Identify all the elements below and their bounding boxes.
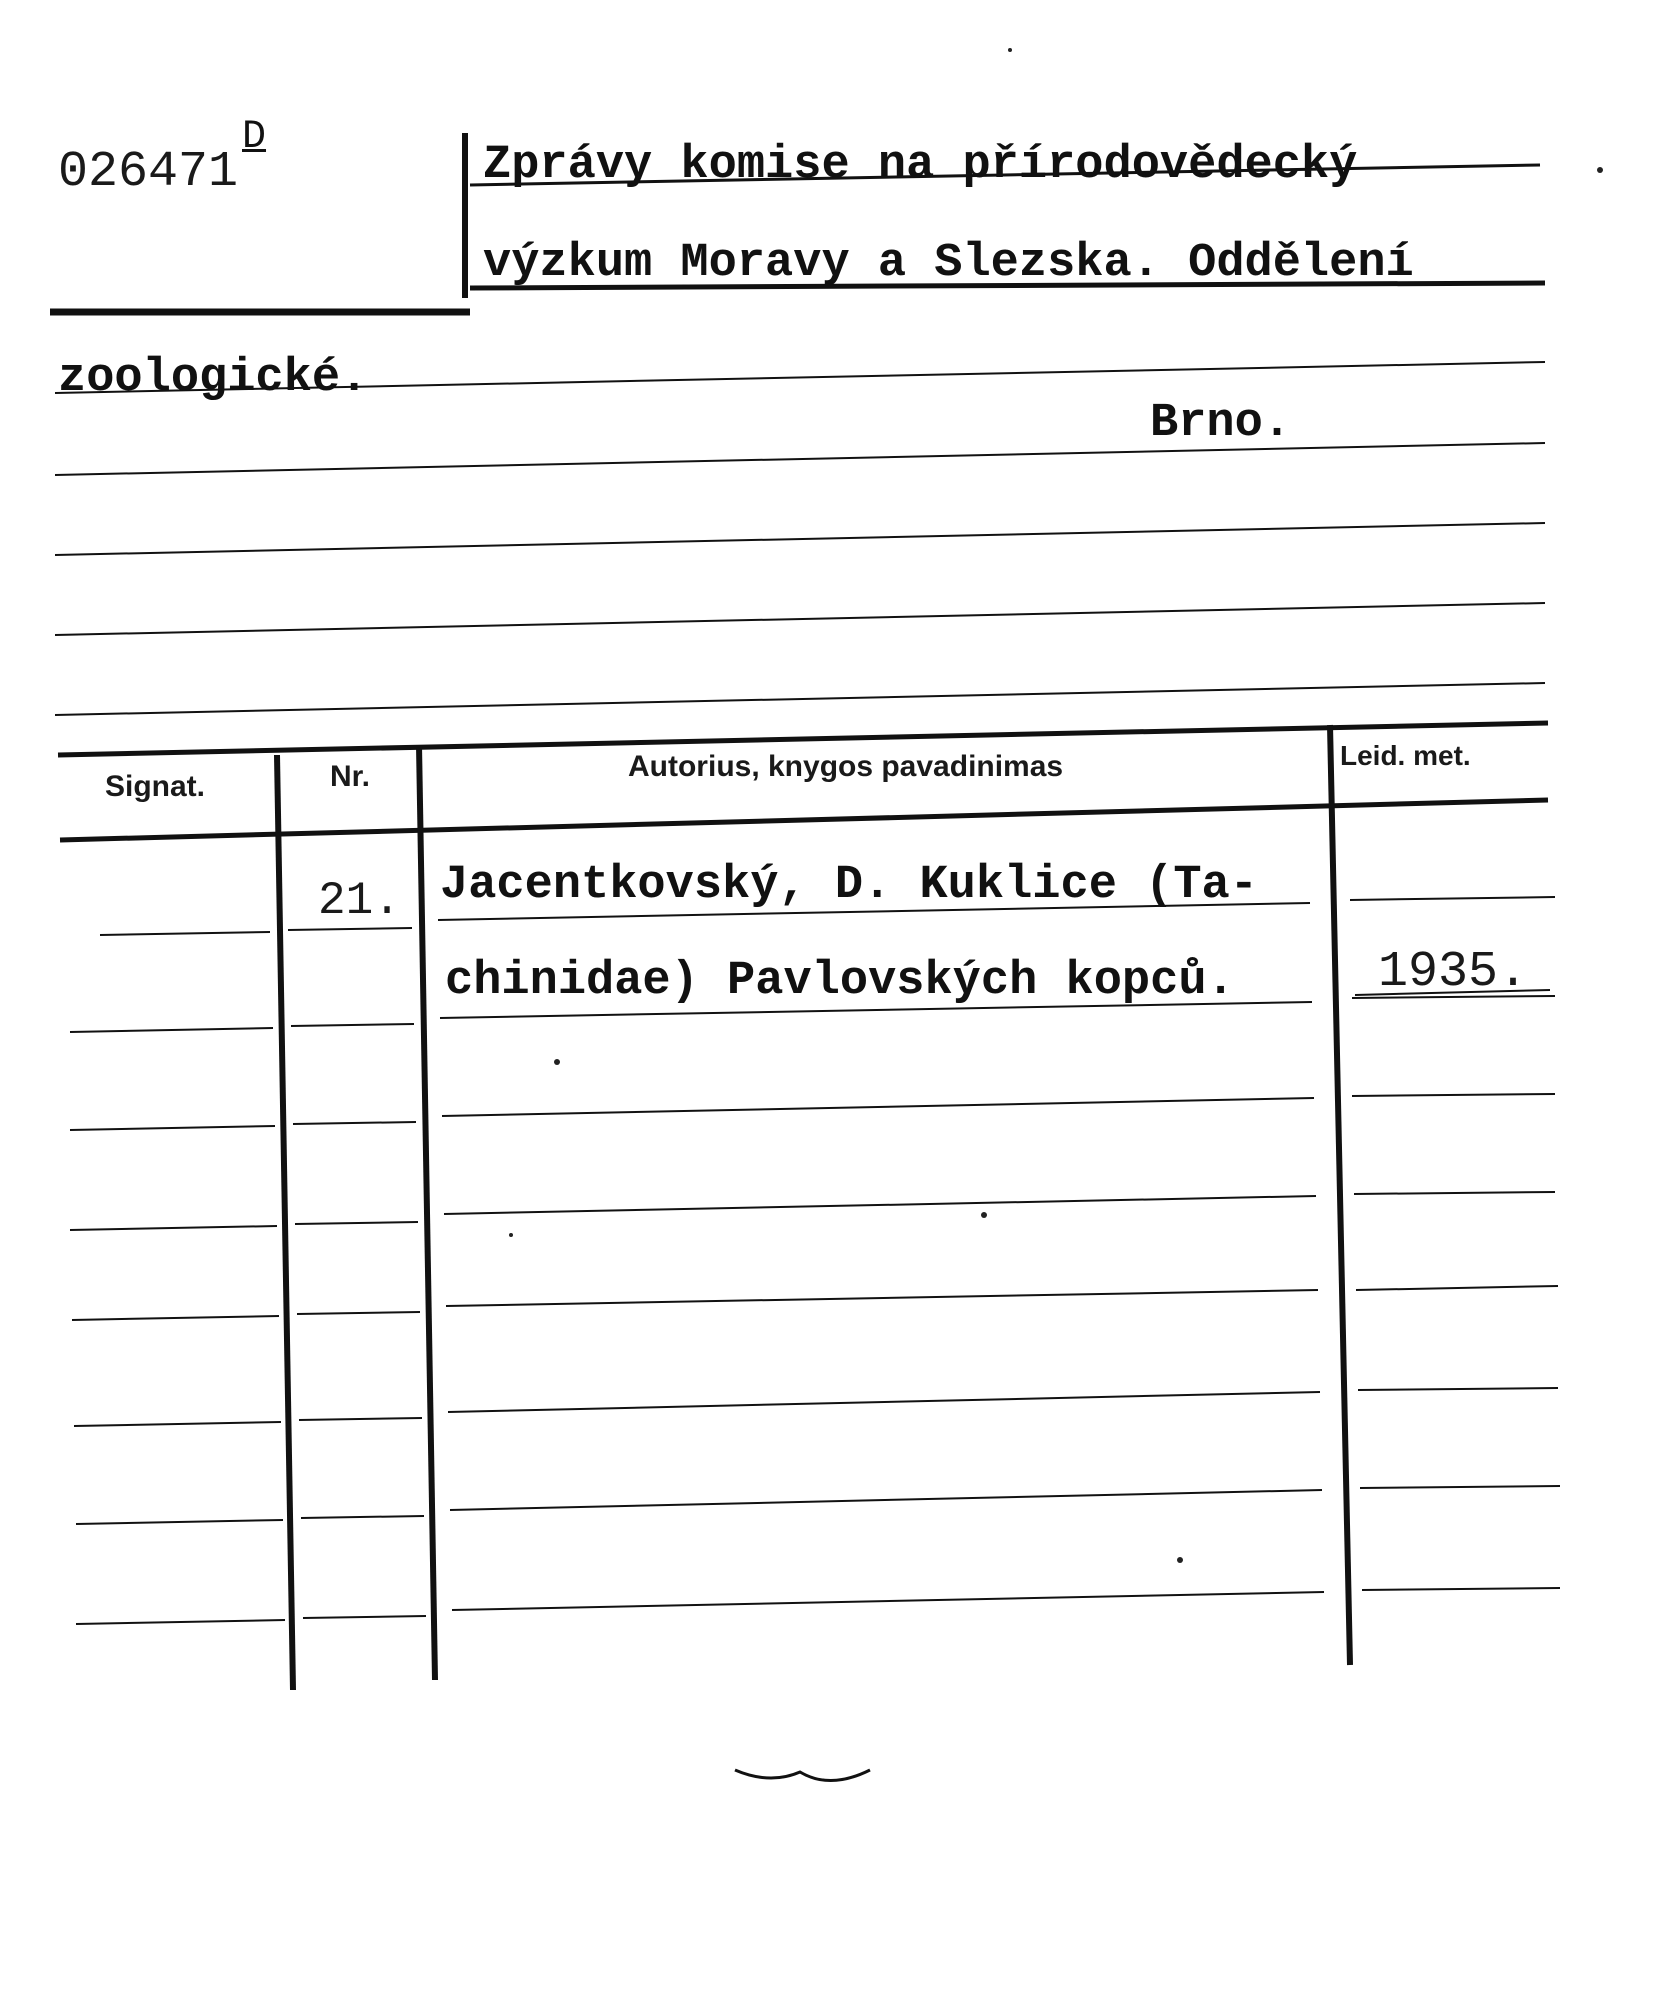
header-signat: Signat. [105, 770, 206, 803]
title-line-3: zoologické. [58, 352, 369, 405]
place: Brno. [1150, 397, 1292, 450]
row-nr: 21. [318, 875, 401, 927]
header-author-title: Autorius, knygos pavadinimas [628, 750, 1064, 783]
title-line-2: výzkum Moravy a Slezska. Oddělení [483, 237, 1414, 290]
catalog-suffix: D [242, 115, 267, 160]
catalog-number: 026471 [58, 144, 239, 201]
header-year: Leid. met. [1340, 740, 1471, 771]
header-nr: Nr. [330, 760, 371, 793]
row-entry-line-1: Jacentkovský, D. Kuklice (Ta- [440, 859, 1258, 912]
title-line-1: Zprávy komise na přírodovědecký [483, 139, 1358, 192]
row-year: 1935. [1378, 944, 1529, 1001]
row-entry-line-2: chinidae) Pavlovských kopců. [445, 955, 1235, 1008]
